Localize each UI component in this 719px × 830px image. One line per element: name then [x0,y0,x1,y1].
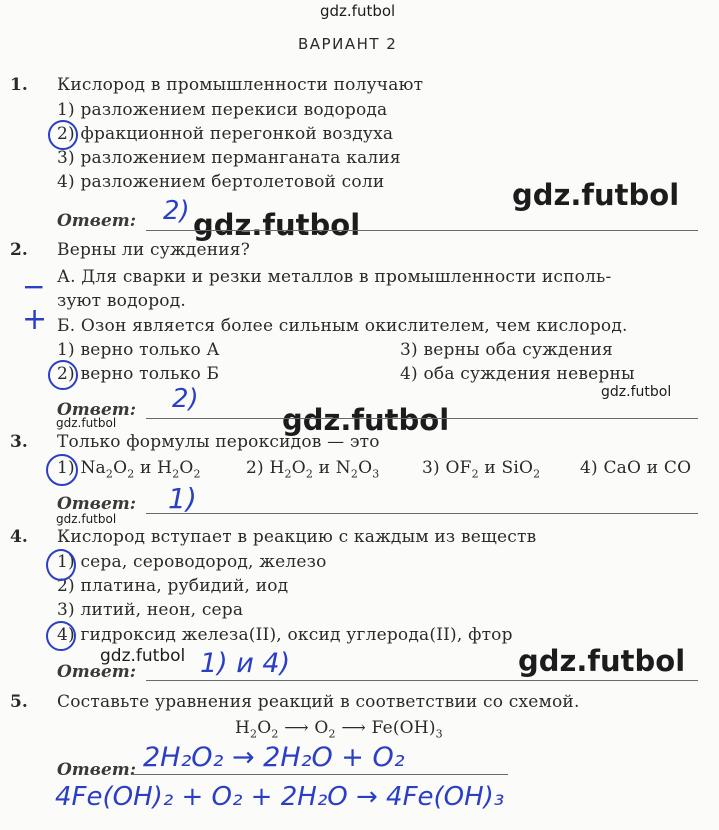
q5-answer-line1-handwritten: 2H₂O₂ → 2H₂O + O₂ [143,742,405,773]
q3-option-1-text: 1) Na [57,458,106,478]
q2-option-3: 3) верны оба суждения [400,340,613,360]
q4-answer-line [146,680,698,681]
q3-option-3-text: 3) OF [422,458,472,478]
q5-scheme [235,718,443,740]
q3-option-2-sub4: 3 [372,467,380,481]
q1-option-1: 1) разложением перекиси водорода [57,100,388,120]
q2-option-2: 2) верно только Б [57,364,220,384]
q2-question: Верны ли суждения? [57,240,251,260]
q3-option-3-sub2: 2 [533,467,541,481]
q3-option-1-post: и H [134,458,173,478]
q2-option-1: 1) верно только А [57,340,220,360]
q4-number: 4. [10,527,28,547]
q2-mark-a: − [22,270,46,303]
q3-option-2-sub2: 2 [305,467,314,481]
q3-option-1-post2: O [179,458,194,478]
q5-scheme-h2o2 [235,718,279,741]
q3-answer-handwritten: 1) [168,482,197,515]
q3-option-1-sub1: 2 [105,467,114,481]
q5-scheme-feoh: Fe(OH) [371,718,436,738]
variant-header: ВАРИАНТ 2 [298,35,398,53]
q5-answer-label: Ответ: [57,760,137,780]
q1-option-4: 4) разложением бертолетовой соли [57,172,385,192]
q1-number: 1. [10,75,28,95]
q5-scheme-o2-o: O [314,718,329,738]
q3-number: 3. [10,432,28,452]
q2-statement-b: Б. Озон является более сильным окислителем, чем кислород. [57,316,628,336]
q3-option-2-sub3: 2 [350,467,359,481]
q1-option-3: 3) разложением перманганата калия [57,148,401,168]
q5-number: 5. [10,692,28,712]
q5-question: Составьте уравнения реакций в соответствии со схемой. [57,692,580,712]
q3-option-1-mid: O [113,458,128,478]
q2-statement-a-line1: А. Для сварки и резки металлов в промышленности исполь- [57,267,612,287]
q5-scheme-o2 [314,718,336,741]
q4-selection-circle-4 [46,621,76,651]
q5-scheme-h: H [235,718,251,738]
q5-scheme-feoh3 [371,718,443,741]
q3-option-2 [246,458,379,480]
q5-scheme-arrow-1: ⟶ [284,718,309,738]
q3-option-2-post2: O [358,458,373,478]
watermark-q2-answer: gdz.futbol [282,403,450,437]
watermark-q1-answer: gdz.futbol [193,208,361,242]
watermark-top: gdz.futbol [320,2,396,20]
q2-mark-b: + [22,302,48,337]
q2-number: 2. [10,240,28,260]
q5-scheme-arrow-2: ⟶ [341,718,366,738]
q2-statement-a-line2: зуют водород. [57,291,186,311]
q3-option-3-mid: и SiO [478,458,534,478]
watermark-q4-right: gdz.futbol [518,644,686,678]
q5-answer-line2-handwritten: 4Fe(OH)₂ + O₂ + 2H₂O → 4Fe(OH)₃ [55,782,505,812]
watermark-q2-small: gdz.futbol [601,384,672,400]
q5-answer-line [132,774,508,775]
q3-option-4 [580,458,691,478]
q3-option-1-sub4: 2 [193,467,201,481]
q4-option-1: 1) сера, сероводород, железо [57,552,327,572]
q3-option-4-text: 4) CaO и CO [580,458,692,478]
q4-option-4: 4) гидроксид железа(II), оксид углерода(II), фтор [57,625,513,645]
q1-answer-handwritten: 2) [163,196,190,226]
watermark-q1-right: gdz.futbol [512,178,680,212]
q2-option-4: 4) оба суждения неверны [400,364,635,384]
q1-option-2: 2) фракционной перегонкой воздуха [57,124,394,144]
q2-answer-handwritten: 2) [172,384,199,414]
q3-answer-label: Ответ: [57,494,137,514]
q3-option-1-sub2: 2 [127,467,135,481]
q4-option-3: 3) литий, неон, сера [57,600,244,620]
q1-answer-line [146,230,698,231]
q4-answer-label: Ответ: [57,662,137,682]
q5-scheme-o: O [257,718,272,738]
q3-option-2-mid: O [291,458,306,478]
q4-selection-circle-1 [46,549,76,581]
q5-scheme-o2-sub: 2 [328,727,336,741]
q3-option-2-sub1: 2 [284,467,292,481]
q3-option-3 [422,458,540,480]
q5-scheme-h-sub: 2 [250,727,258,741]
q4-option-2: 2) платина, рубидий, иод [57,576,289,596]
q3-option-3-sub1: 2 [471,467,479,481]
q3-selection-circle [46,454,78,486]
q1-answer-label: Ответ: [57,211,137,231]
q2-answer-line [146,418,698,419]
q3-answer-line [146,513,698,514]
q3-option-2-text: 2) H [246,458,285,478]
q4-question: Кислород вступает в реакцию с каждым из веществ [57,527,537,547]
q5-scheme-o-sub: 2 [271,727,279,741]
q3-option-1 [57,458,201,480]
q3-option-1-sub3: 2 [172,467,180,481]
q1-selection-circle [48,120,78,150]
q2-answer-label: Ответ: [57,400,137,420]
watermark-q4-small: gdz.futbol [56,512,117,526]
watermark-q4-answer-small: gdz.futbol [100,646,186,666]
q2-selection-circle [48,360,78,390]
q3-question: Только формулы пероксидов — это [57,432,380,452]
watermark-q3-small: gdz.futbol [56,416,117,430]
q3-option-2-post: и N [313,458,351,478]
q5-scheme-feoh-sub: 3 [435,727,443,741]
q1-question: Кислород в промышленности получают [57,75,424,95]
q4-answer-handwritten: 1) и 4) [200,648,291,679]
